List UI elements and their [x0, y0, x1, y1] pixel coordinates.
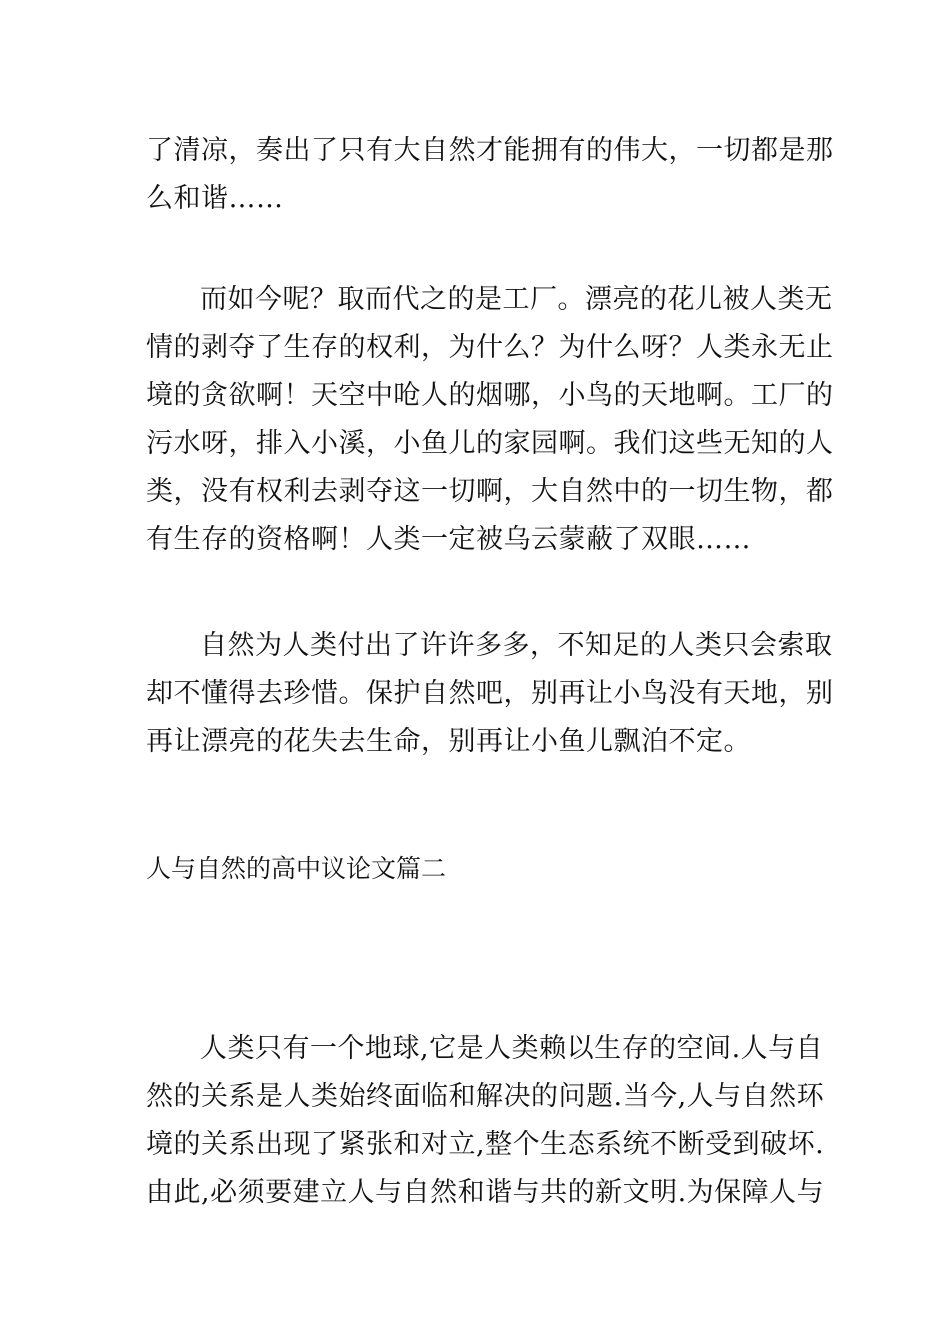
- paragraph-line: 境的关系出现了紧张和对立,整个生态系统不断受到破坏.: [146, 1129, 825, 1160]
- paragraph-line: 由此,必须要建立人与自然和谐与共的新文明.为保障人与: [146, 1177, 825, 1208]
- paragraph-2: [146, 276, 834, 564]
- paragraph-3: [146, 622, 834, 766]
- paragraph-line: 再让漂亮的花失去生命，别再让小鱼儿飘泊不定。: [146, 726, 751, 757]
- section-heading: 人与自然的高中议论文篇二: [146, 854, 447, 883]
- paragraph-line: 污水呀，排入小溪，小鱼儿的家园啊。我们这些无知的人: [146, 428, 834, 459]
- paragraph-line: 而如今呢？取而代之的是工厂。漂亮的花儿被人类无: [200, 284, 833, 315]
- paragraph-line: 类，没有权利去剥夺这一切啊，大自然中的一切生物，都: [146, 476, 834, 507]
- paragraph-line: 人类只有一个地球,它是人类赖以生存的空间.人与自: [200, 1033, 824, 1064]
- section-heading-block: [146, 845, 808, 893]
- paragraph-line: 了清凉，奏出了只有大自然才能拥有的伟大，一切都是那: [146, 135, 834, 166]
- paragraph-line: 却不懂得去珍惜。保护自然吧，别再让小鸟没有天地，别: [146, 678, 834, 709]
- paragraph-1: [146, 127, 834, 223]
- paragraph-4: [146, 1025, 825, 1217]
- paragraph-line: 情的剥夺了生存的权利，为什么？为什么呀？人类永无止: [146, 332, 834, 363]
- paragraph-line: 然的关系是人类始终面临和解决的问题.当今,人与自然环: [146, 1081, 825, 1112]
- paragraph-line: 么和谐……: [146, 183, 284, 214]
- paragraph-line: 有生存的资格啊！人类一定被乌云蒙蔽了双眼……: [146, 524, 751, 555]
- paragraph-line: 境的贪欲啊！天空中呛人的烟哪，小鸟的天地啊。工厂的: [146, 380, 834, 411]
- paragraph-line: 自然为人类付出了许许多多，不知足的人类只会索取: [200, 630, 833, 661]
